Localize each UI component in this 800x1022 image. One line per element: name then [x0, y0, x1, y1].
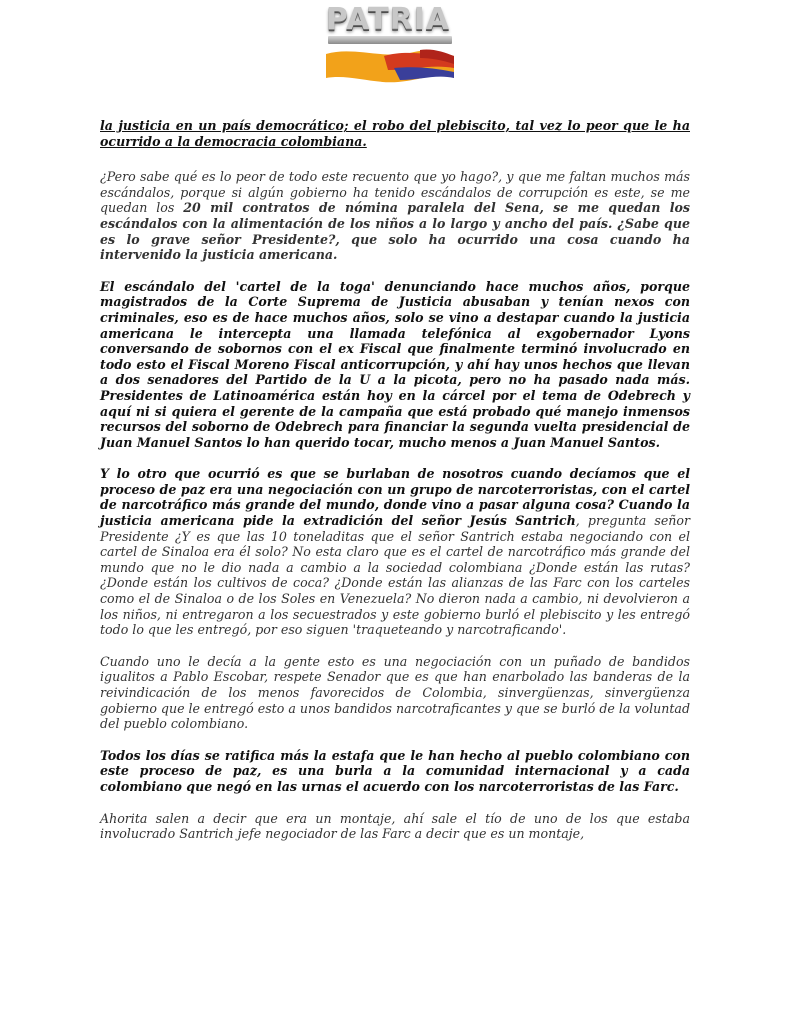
- paragraph-4: Cuando uno le decía a la gente esto es una negociación con un puñado de bandidos igualitos a Pablo Escobar, respete Senador que es que han enarbolado las banderas de la reivindicación de los menos favorecidos de Colombia, sinvergüenzas, sinvergüenza gobierno que le entregó esto a unos bandidos narcotraficantes y que se burló de la voluntad del pueblo colombiano.: [100, 653, 691, 732]
- document-body: [100, 118, 690, 858]
- paragraph-6: Ahorita salen a decir que era un montaje, ahí sale el tío de uno de los que estaba involucrado Santrich jefe negociador de las Farc a decir que es un montaje,: [100, 810, 690, 842]
- paragraph-3-bold: Y lo otro que ocurrió es que se burlaban de nosotros cuando decíamos que el proceso de paz era una negociación con un grupo de narcoterroristas, con el cartel de narcotráfico más grande del mundo, donde vino a pasar alguna cosa? Cuando la justicia americana pide la extradición del señor Jesús Santrich: [100, 466, 690, 529]
- paragraph-3: [100, 466, 690, 638]
- paragraph-1-bold: 20 mil contratos de nómina paralela del Sena, se me quedan los escándalos con la alimentación de los niños a lo largo y ancho del país. ¿Sabe que es lo grave señor Presidente?, que solo ha ocurrido una cosa cuando ha intervenido la justicia americana.: [100, 200, 690, 263]
- paragraph-5: Todos los días se ratifica más la estafa que le han hecho al pueblo colombiano con este proceso de paz, es una burla a la comunidad internacional y a cada colombiano que negó en las urnas el acuerdo con los narcoterroristas de las Farc.: [100, 747, 690, 794]
- document-heading: la justicia en un país democrático; el robo del plebiscito, tal vez lo peor que le ha ocurrido a la democracia colombiana.: [100, 118, 690, 149]
- flag-graphic: [324, 44, 456, 84]
- logo-bar: [328, 36, 452, 44]
- paragraph-1-intro: ¿Pero sabe qué es lo peor de todo este recuento que yo hago?, y que me faltan muchos más escándalos, porque si algún gobierno ha tenido escándalos de corrupción es este, se me quedan los: [100, 169, 690, 216]
- patria-logo: [318, 0, 458, 84]
- logo-text: PATRIA: [325, 2, 451, 37]
- paragraph-2: El escándalo del 'cartel de la toga' denunciando hace muchos años, porque magistrados de la Corte Suprema de Justicia abusaban y tenían nexos con criminales, eso es de hace muchos años, solo se vino a destapar cuando la justicia americana le intercepta una llamada telefónica al exgobernador Lyons conversando de sobornos con el ex Fiscal que finalmente terminó involucrado en todo esto el Fiscal Moreno Fiscal anticorrupción, y ahí hay unos hechos que llevan a dos senadores del Partido de la U a la picota, pero no ha pasado nada más. Presidentes de Latinoamérica están hoy en la cárcel por el tema de Odebrech y aquí ni si quiera el gerente de la campaña que está probado qué manejo inmensos recursos del soborno de Odebrech para financiar la segunda vuelta presidencial de Juan Manuel Santos lo han querido tocar, mucho menos a Juan Manuel Santos.: [100, 278, 690, 450]
- paragraph-1: [100, 169, 690, 263]
- paragraph-3-rest: , pregunta señor Presidente ¿Y es que las 10 toneladitas que el señor Santrich estaba negociando con el cartel de Sinaloa era él solo? No esta claro que es el cartel de narcotráfico más grande del mundo que no le dio nada a cambio a la sociedad colombiana ¿Donde están las rutas? ¿Donde están los cultivos de coca? ¿Donde están las alianzas de las Farc con los carteles como el de Sinaloa o de los Soles en Venezuela? No dieron nada a cambio, ni devolvieron a los niños, ni entregaron a los secuestrados y este gobierno burló el plebiscito y les entregó todo lo que les entregó, por eso siguen 'traqueteando y narcotraficando'.: [100, 513, 691, 638]
